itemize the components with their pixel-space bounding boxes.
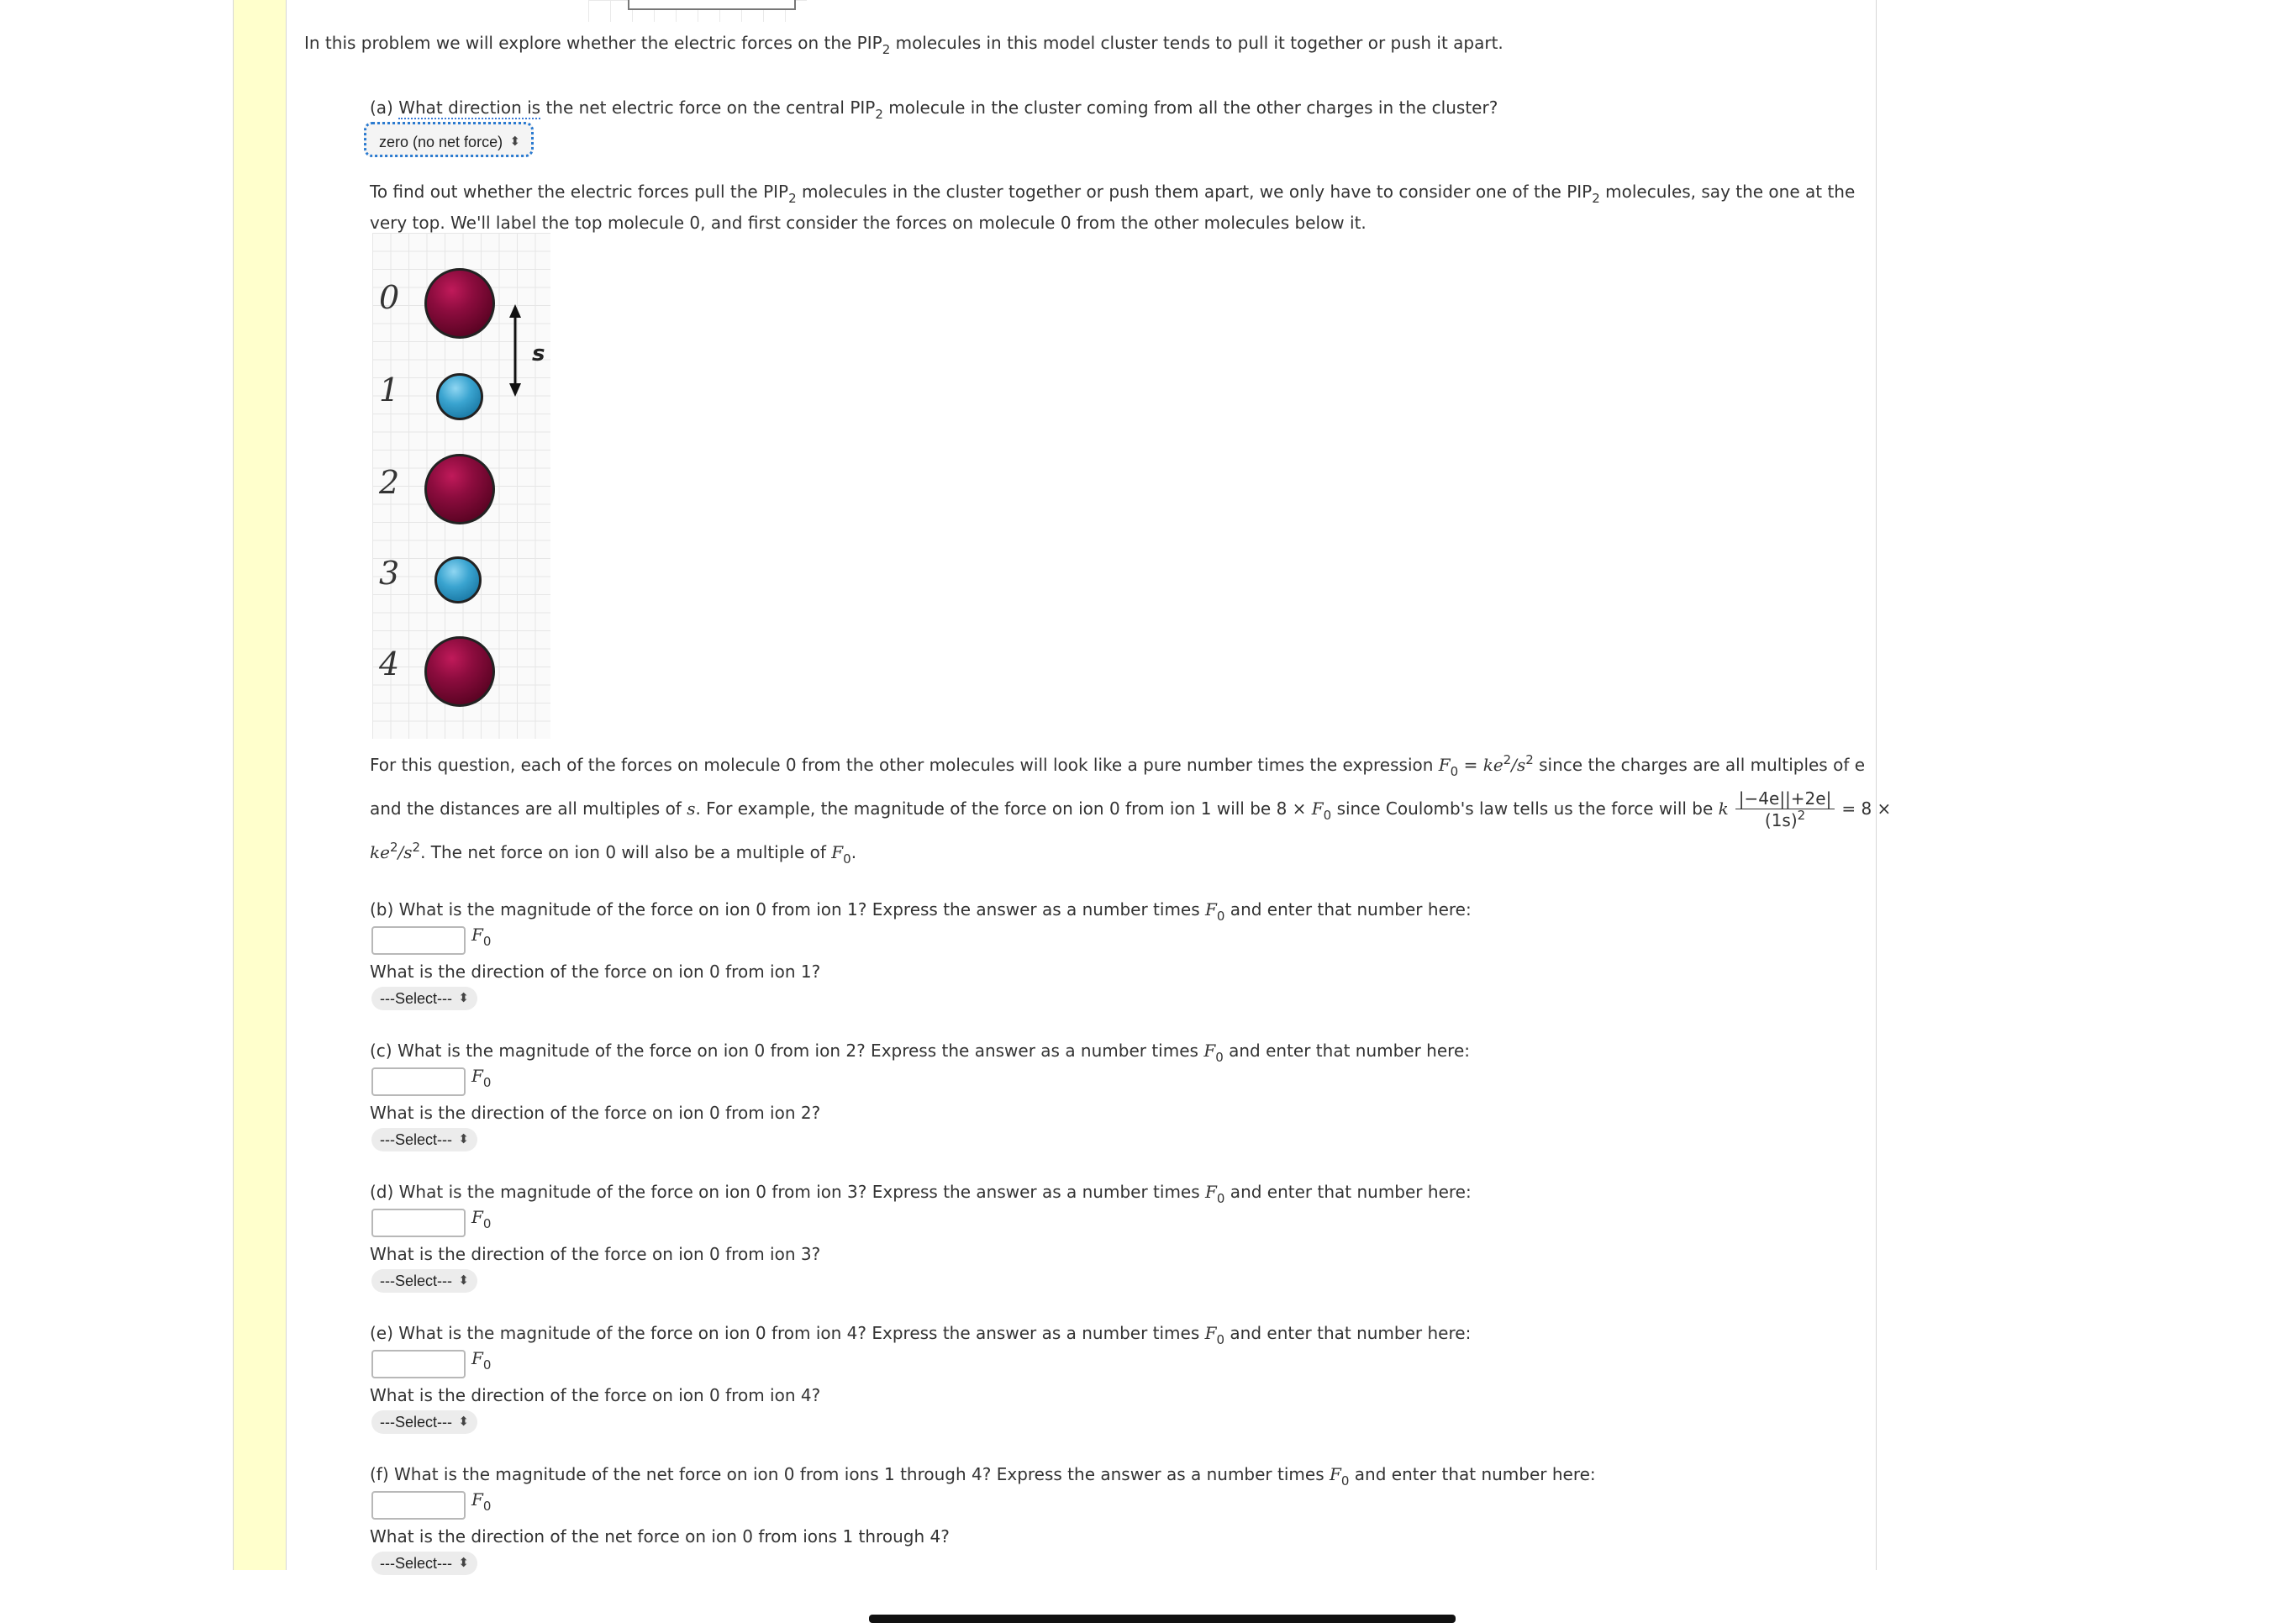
magnitude-input-c[interactable] <box>371 1067 466 1096</box>
ion-3-positive <box>434 556 482 603</box>
ion-label-4: 4 <box>379 646 400 682</box>
force-text-line-2: and the distances are all multiples of s. For example, the magnitude of the force on ion 0 from ion 1 will be $8 \times F_0$ since Coulomb's law tells us the force will be k $\frac{|-4e||+2e|}{(1s)^2}$ = 8 × <box>370 788 1892 830</box>
direction-select-a[interactable]: zero (no net force) ⬍ <box>364 122 534 157</box>
coulomb-fraction: $\frac{|-4e||+2e|}{(1s)^2}$ <box>1735 788 1835 831</box>
ion-1-positive <box>436 373 483 420</box>
direction-question-e: What is the direction of the force on ion 0 from ion 4? <box>370 1385 821 1405</box>
question-c: (c) What is the magnitude of the force on ion 0 from ion 2? Express the answer as a number times $F_0$ and enter that number here: <box>370 1041 1470 1065</box>
ion-4-negative <box>424 636 495 707</box>
direction-question-b: What is the direction of the force on ion 0 from ion 1? <box>370 962 821 982</box>
direction-question-f: What is the direction of the net force on ion 0 from ions 1 through 4? <box>370 1526 950 1547</box>
chevron-updown-icon: ⬍ <box>458 1415 469 1429</box>
ion-2-negative <box>424 454 495 524</box>
direction-question-d: What is the direction of the force on ion 0 from ion 3? <box>370 1244 821 1264</box>
question-b: (b) What is the magnitude of the force on ion 0 from ion 1? Express the answer as a number times $F_0$ and enter that number here: <box>370 899 1472 924</box>
chevron-updown-icon: ⬍ <box>509 134 521 149</box>
chevron-updown-icon: ⬍ <box>458 1556 469 1570</box>
unit-f0-b: $F_0$ <box>471 925 492 949</box>
top-figure-box <box>628 0 796 10</box>
unit-f0-e: $F_0$ <box>471 1348 492 1373</box>
left-margin-strip <box>233 0 287 1570</box>
direction-select-f[interactable]: ---Select--- ⬍ <box>371 1552 477 1575</box>
force-text-line-3: $ke^2/s^2$. The net force on ion 0 will also be a multiple of $F_0$. <box>370 840 857 867</box>
question-a-link[interactable]: What direction is <box>398 97 541 118</box>
question-a: (a) What direction is the net electric force on the central $PIP_2$ molecule in the cluster coming from all the other charges in the cluster? <box>370 97 1498 122</box>
magnitude-input-f[interactable] <box>371 1491 466 1520</box>
ion-label-2: 2 <box>379 464 400 501</box>
direction-select-e[interactable]: ---Select--- ⬍ <box>371 1410 477 1434</box>
ion-label-3: 3 <box>379 555 400 592</box>
ion-label-1: 1 <box>379 371 400 408</box>
magnitude-input-d[interactable] <box>371 1209 466 1237</box>
intro-text: In this problem we will explore whether the electric forces on the $PIP_2$ molecules in this model cluster tends to pull it together or push it apart. <box>304 33 1503 57</box>
unit-f0-d: $F_0$ <box>471 1207 492 1231</box>
spacing-label: s <box>532 341 545 366</box>
magnitude-input-e[interactable] <box>371 1350 466 1378</box>
ion-0-negative <box>424 268 495 339</box>
direction-select-c[interactable]: ---Select--- ⬍ <box>371 1128 477 1151</box>
unit-f0-f: $F_0$ <box>471 1489 492 1514</box>
direction-select-b[interactable]: ---Select--- ⬍ <box>371 987 477 1010</box>
bottom-toolbar-edge <box>869 1615 1456 1623</box>
ion-label-0: 0 <box>379 279 400 316</box>
question-f: (f) What is the magnitude of the net force on ion 0 from ions 1 through 4? Express the answer as a number times $F_0$ and enter that number here: <box>370 1464 1596 1489</box>
explanation-line-2: very top. We'll label the top molecule 0, and first consider the forces on molecule 0 from the other molecules below it. <box>370 213 1367 233</box>
direction-question-c: What is the direction of the force on ion 0 from ion 2? <box>370 1103 821 1123</box>
unit-f0-c: $F_0$ <box>471 1066 492 1090</box>
question-d: (d) What is the magnitude of the force on ion 0 from ion 3? Express the answer as a number times $F_0$ and enter that number here: <box>370 1182 1472 1206</box>
spacing-arrow <box>503 304 528 397</box>
explanation-line-1: To find out whether the electric forces pull the $PIP_2$ molecules in the cluster together or push them apart, we only have to consider one of the $PIP_2$ molecules, say the one at the <box>370 182 1856 206</box>
question-e: (e) What is the magnitude of the force on ion 0 from ion 4? Express the answer as a number times $F_0$ and enter that number here: <box>370 1323 1472 1347</box>
chevron-updown-icon: ⬍ <box>458 1132 469 1146</box>
force-text-line-1: For this question, each of the forces on molecule 0 from the other molecules will look like a pure number times the expression $F_0 = ke^2/s^2$ since the charges are all multiples of e <box>370 752 1866 779</box>
magnitude-input-b[interactable] <box>371 926 466 955</box>
chevron-updown-icon: ⬍ <box>458 991 469 1005</box>
direction-select-d[interactable]: ---Select--- ⬍ <box>371 1269 477 1293</box>
chevron-updown-icon: ⬍ <box>458 1273 469 1288</box>
